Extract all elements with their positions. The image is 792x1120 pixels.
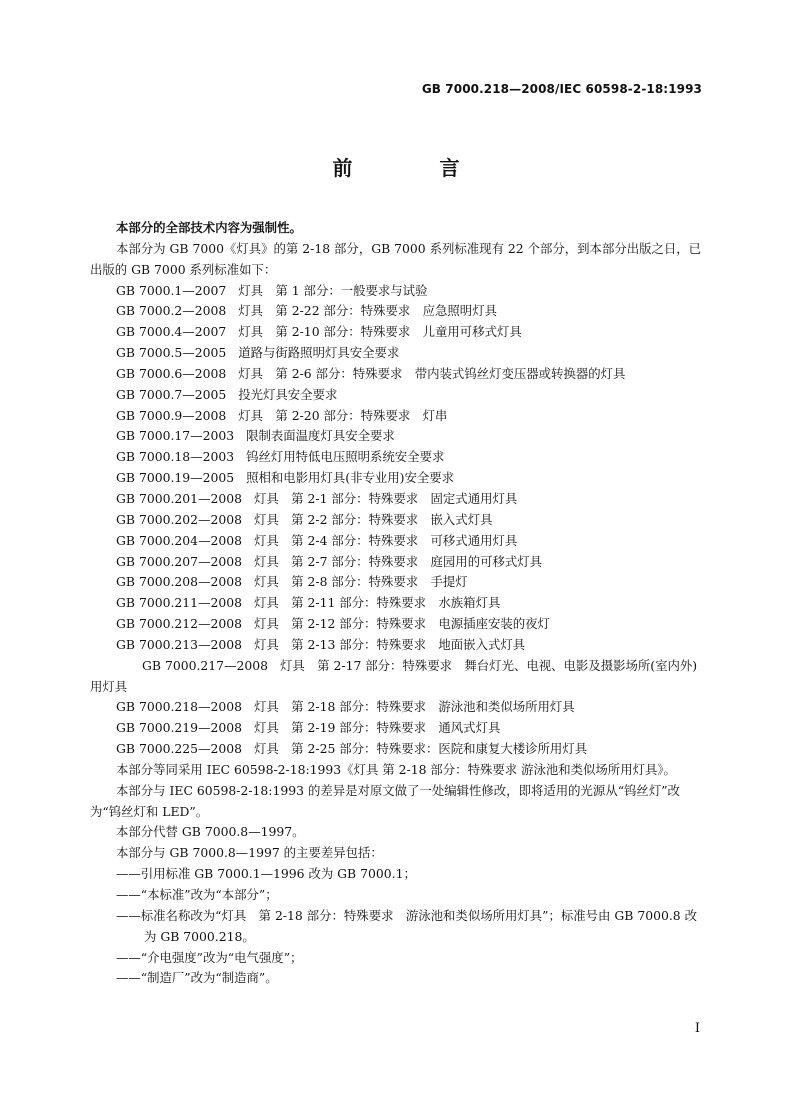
standard-item <box>90 531 702 552</box>
standard-title: 灯具 第 2-1 部分：特殊要求 固定式通用灯具 <box>254 490 518 506</box>
foreword-body <box>90 218 702 989</box>
standard-title: 灯具 第 2-19 部分：特殊要求 通风式灯具 <box>254 720 501 736</box>
differences-list <box>90 864 702 989</box>
standard-title: 灯具 第 2-11 部分：特殊要求 水族箱灯具 <box>254 595 501 611</box>
standard-item <box>90 468 702 489</box>
standard-title: 灯具 第 2-7 部分：特殊要求 庭园用的可移式灯具 <box>254 553 543 569</box>
standard-title: 灯具 第 2-18 部分：特殊要求 游泳池和类似场所用灯具 <box>254 699 575 715</box>
standard-code: GB 7000.201—2008 <box>116 490 242 506</box>
standard-code: GB 7000.4—2007 <box>116 324 227 340</box>
standard-title: 照相和电影用灯具(非专业用)安全要求 <box>246 470 455 486</box>
difference-item: ——标准名称改为“灯具 第 2-18 部分：特殊要求 游泳池和类似场所用灯具”；标准号由 GB 7000.8 改为 GB 7000.218。 <box>116 907 698 944</box>
standard-title: 灯具 第 2-22 部分：特殊要求 应急照明灯具 <box>238 303 497 319</box>
difference-item: ——“制造厂”改为“制造商”。 <box>116 970 278 986</box>
standard-code: GB 7000.211—2008 <box>116 595 242 611</box>
standard-item <box>90 739 702 760</box>
standard-code: GB 7000.212—2008 <box>116 616 242 632</box>
standard-code: GB 7000.225—2008 <box>116 741 242 757</box>
standard-code-header: GB 7000.218—2008/IEC 60598-2-18:1993 <box>421 82 702 96</box>
difference-item: ——引用标准 GB 7000.1—1996 改为 GB 7000.1； <box>116 866 416 882</box>
replaces-paragraph: 本部分代替 GB 7000.8—1997。 <box>116 824 305 840</box>
series-intro-paragraph: 本部分为 GB 7000《灯具》的第 2-18 部分，GB 7000 系列标准现有 22 个部分，到本部分出版之日，已出版的 GB 7000 系列标准如下： <box>90 240 702 277</box>
standard-item <box>90 552 702 573</box>
standard-code: GB 7000.213—2008 <box>116 636 242 652</box>
standard-title: 灯具 第 2-10 部分：特殊要求 儿童用可移式灯具 <box>238 324 522 340</box>
main-differences-intro: 本部分与 GB 7000.8—1997 的主要差异包括： <box>116 845 383 861</box>
difference-item: ——“本标准”改为“本部分”； <box>116 887 278 902</box>
standard-title: 灯具 第 2-2 部分：特殊要求 嵌入式灯具 <box>254 511 493 527</box>
difference-iec-paragraph: 本部分与 IEC 60598-2-18:1993 的差异是对原文做了一处编辑性修改，即将适用的光源从“钨丝灯”改为“钨丝灯和 LED”。 <box>90 782 680 819</box>
standard-title: 灯具 第 2-8 部分：特殊要求 手提灯 <box>254 574 468 590</box>
standard-code: GB 7000.19—2005 <box>116 470 235 486</box>
standard-item <box>90 593 702 614</box>
standard-item <box>90 489 702 510</box>
standards-list <box>90 281 702 760</box>
standard-code: GB 7000.207—2008 <box>116 553 242 569</box>
standard-item <box>90 426 702 447</box>
standard-item <box>90 572 702 593</box>
standard-title: 限制表面温度灯具安全要求 <box>246 428 395 444</box>
standard-title: 灯具 第 2-4 部分：特殊要求 可移式通用灯具 <box>254 532 518 548</box>
page-number: I <box>694 1021 700 1036</box>
standard-item <box>90 614 702 635</box>
standard-code: GB 7000.202—2008 <box>116 511 242 527</box>
standard-title: 投光灯具安全要求 <box>238 386 338 402</box>
standard-title: 灯具 第 2-17 部分：特殊要求 舞台灯光、电视、电影及摄影场所(室内外)用灯具 <box>90 657 698 694</box>
standard-code: GB 7000.9—2008 <box>116 407 227 423</box>
standard-item <box>90 697 702 718</box>
standard-code: GB 7000.204—2008 <box>116 532 242 548</box>
standard-code: GB 7000.1—2007 <box>116 282 227 298</box>
standard-item <box>90 364 702 385</box>
standard-title: 灯具 第 2-12 部分：特殊要求 电源插座安装的夜灯 <box>254 616 550 632</box>
standard-title: 道路与街路照明灯具安全要求 <box>238 345 400 361</box>
standard-title: 灯具 第 1 部分：一般要求与试验 <box>238 282 428 298</box>
difference-item: ——“介电强度”改为“电气强度”； <box>116 949 303 965</box>
standard-item <box>90 447 702 468</box>
standard-title: 灯具 第 2-6 部分：特殊要求 带内装式钨丝灯变压器或转换器的灯具 <box>238 365 626 381</box>
standard-code: GB 7000.17—2003 <box>116 428 235 444</box>
standard-item <box>90 406 702 427</box>
standard-title: 钨丝灯用特低电压照明系统安全要求 <box>246 449 445 465</box>
standard-code: GB 7000.7—2005 <box>116 386 227 402</box>
standard-item <box>90 322 702 343</box>
standard-item <box>90 635 702 656</box>
standard-code: GB 7000.5—2005 <box>116 345 227 361</box>
standard-title: 灯具 第 2-20 部分：特殊要求 灯串 <box>238 407 448 423</box>
standard-item <box>90 385 702 406</box>
mandatory-statement: 本部分的全部技术内容为强制性。 <box>116 220 302 235</box>
standard-item <box>90 343 702 364</box>
standard-code: GB 7000.219—2008 <box>116 720 242 736</box>
standard-item <box>90 301 702 322</box>
standard-item <box>90 656 702 698</box>
standard-code: GB 7000.218—2008 <box>116 699 242 715</box>
standard-code: GB 7000.6—2008 <box>116 365 227 381</box>
standard-code: GB 7000.217—2008 <box>142 657 268 673</box>
standard-code: GB 7000.18—2003 <box>116 449 235 465</box>
page-title: 前 言 <box>332 156 500 180</box>
standard-item <box>90 718 702 739</box>
standard-code: GB 7000.208—2008 <box>116 574 242 590</box>
standard-title: 灯具 第 2-25 部分：特殊要求：医院和康复大楼诊所用灯具 <box>254 741 588 757</box>
adoption-paragraph: 本部分等同采用 IEC 60598-2-18:1993《灯具 第 2-18 部分：特殊要求 游泳池和类似场所用灯具》。 <box>116 761 676 777</box>
standard-item <box>90 510 702 531</box>
standard-title: 灯具 第 2-13 部分：特殊要求 地面嵌入式灯具 <box>254 636 526 652</box>
standard-item <box>90 281 702 302</box>
standard-code: GB 7000.2—2008 <box>116 303 227 319</box>
